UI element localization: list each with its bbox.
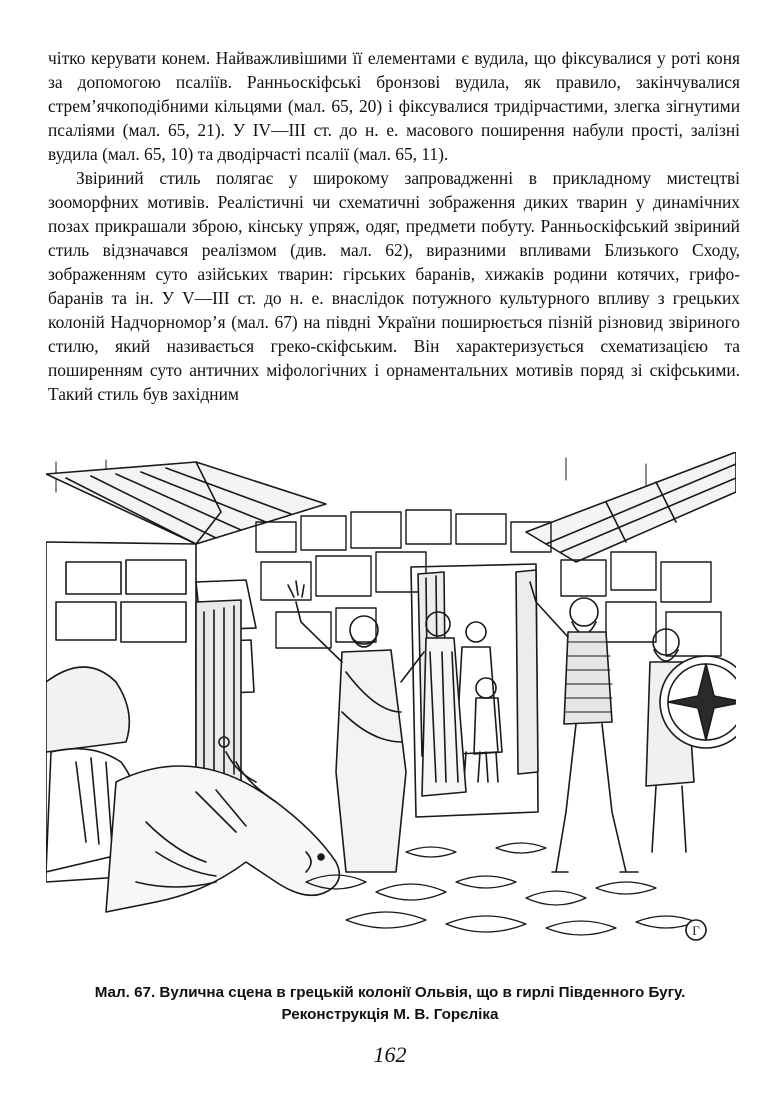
right-roof [526, 452, 736, 562]
caption-line-1: Мал. 67. Вулична сцена в грецькій колонії Ольвія, що в гирлі Південного Бугу. [94, 984, 686, 1001]
paragraph-2: Звіриний стиль полягає у широкому запровадженні в прикладному мистецтві зооморфних мотивів. Реалістичні чи схематичні зображення диких тварин у динамічних позах прикрашали зброю, кінську упряж, одяг, предмети побуту. Ранньоскіфський звіриний стиль відзначався реалізмом (див. мал. 62), виразними впливами Близького Сходу, зображенням суто азійських тварин: гірських баранів, хижаків родини котячих, грифо-баранів та ін. У V—III ст. до н. е. внаслідок потужного культурного впливу з грецьких колоній Надчорномор’я (мал. 67) на півдні України поширюється пізній різновид звіриного стилю, який називається греко-скіфським. Він характеризується схематизацією та поширенням суто античних міфологічних і орнаментальних мотивів поряд зі скіфськими. Такий стиль був західним [48, 168, 740, 404]
body-text [48, 46, 740, 406]
figure-caption [30, 982, 750, 1026]
illustration-street-scene [46, 452, 736, 947]
woman-figure [401, 612, 466, 796]
caption-line-2: Реконструкція М. В. Горєліка [281, 1006, 499, 1023]
back-wall-stones [256, 510, 721, 656]
illustration-drawing [46, 452, 736, 947]
horse-and-rider [46, 667, 339, 912]
child-figure [474, 678, 502, 782]
paragraph-1: чітко керувати конем. Найважливішими її елементами є вудила, що фіксувалися у роті коня за допомогою псаліїв. Ранньоскіфські бронзові вудила, як правило, закінчувалися стрем’ячкоподібними кільцями (мал. 65, 20) і фіксувалися тридірчастими, злегка зігнутими псаліями (мал. 65, 21). У IV—III ст. до н. е. масового поширення набули прості, залізні вудила (мал. 65, 10) та дводірчасті псалії (мал. 65, 11). [48, 48, 740, 164]
artist-signature-mark [686, 920, 706, 940]
signature-letter: Г [692, 923, 700, 938]
scythian-warrior-figure [530, 582, 638, 872]
left-roof [46, 462, 326, 544]
page-number: 162 [373, 1042, 407, 1067]
